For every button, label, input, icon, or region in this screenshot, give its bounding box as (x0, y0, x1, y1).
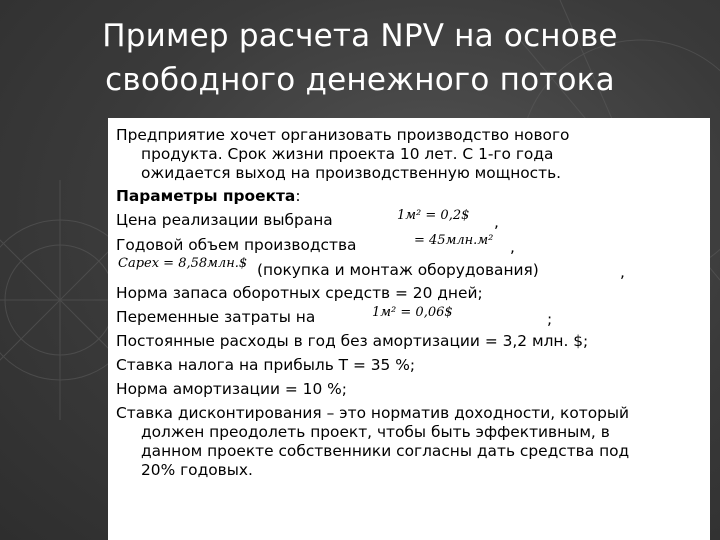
volume-label: Годовой объем производства (116, 236, 357, 254)
variable-costs-label: Переменные затраты на (116, 308, 316, 326)
params-colon: : (295, 187, 301, 205)
working-capital-line: Норма запаса оборотных средств = 20 дней; (116, 284, 483, 302)
slide-title (0, 14, 720, 102)
title-line-1: Пример расчета NPV на основе (102, 18, 618, 54)
title-line-2: свободного денежного потока (105, 62, 615, 98)
capex-formula: Capex = 8,58млн.$ (118, 256, 248, 271)
intro-line-1: Предприятие хочет организовать производство нового (116, 126, 570, 144)
capex-text: (покупка и монтаж оборудования) (257, 261, 539, 279)
discount-line-2: должен преодолеть проект, чтобы быть эффективным, в (141, 423, 610, 441)
fixed-costs-line: Постоянные расходы в год без амортизации = 3,2 млн. $; (116, 332, 589, 350)
intro-line-2: продукта. Срок жизни проекта 10 лет. С 1-го года (141, 145, 554, 163)
price-formula: 1м² = 0,2$ (397, 208, 470, 223)
volume-end: , (510, 238, 515, 256)
params-heading-line (116, 187, 301, 205)
price-label: Цена реализации выбрана (116, 211, 333, 229)
intro-line-3: ожидается выход на производственную мощность. (141, 164, 562, 182)
variable-costs-formula: 1м² = 0,06$ (372, 305, 453, 320)
discount-line-1: Ставка дисконтирования – это норматив доходности, который (116, 404, 630, 422)
depreciation-line: Норма амортизации = 10 %; (116, 380, 347, 398)
tax-rate-line: Ставка налога на прибыль Т = 35 %; (116, 356, 416, 374)
params-heading: Параметры проекта (116, 187, 296, 205)
price-end: , (494, 213, 499, 231)
variable-costs-end: ; (547, 310, 553, 328)
discount-line-3: данном проекте собственники согласны дать средства под (141, 442, 630, 460)
capex-end: , (620, 263, 625, 281)
volume-formula: = 45млн.м² (414, 233, 494, 248)
discount-line-4: 20% годовых. (141, 461, 253, 479)
